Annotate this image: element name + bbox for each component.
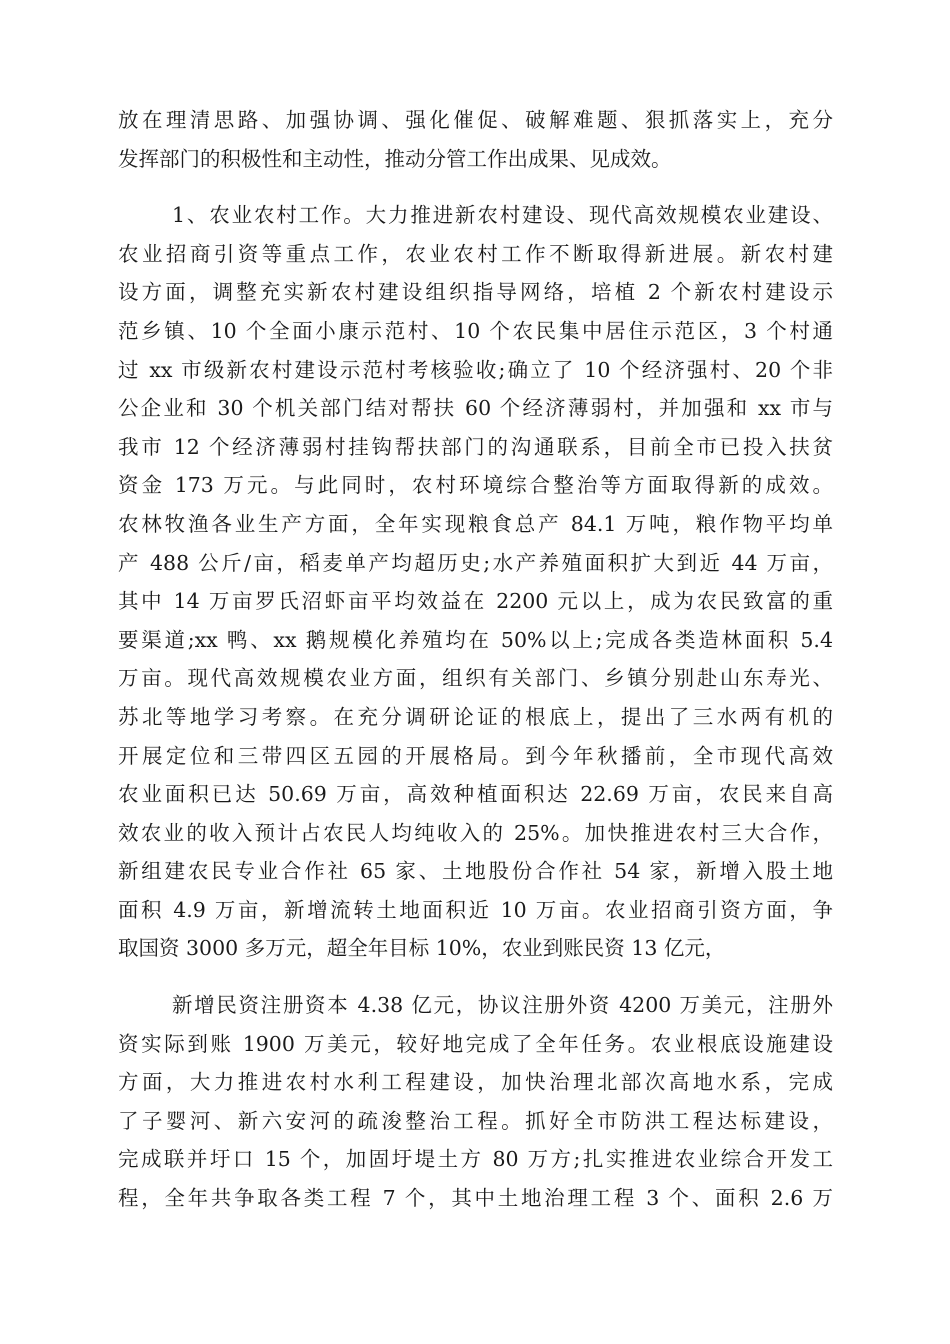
text-line: 了子婴河、新六安河的疏浚整治工程。抓好全市防洪工程达标建设， bbox=[118, 1108, 833, 1133]
text-line: 方面，大力推进农村水利工程建设，加快治理北部次高地水系，完成 bbox=[118, 1070, 833, 1095]
text-line: 新组建农民专业合作社 65 家、土地股份合作社 54 家，新增入股土地 bbox=[118, 859, 833, 884]
text-line: 我市 12 个经济薄弱村挂钩帮扶部门的沟通联系，目前全市已投入扶贫 bbox=[118, 434, 833, 459]
text-line: 放在理清思路、加强协调、强化催促、破解难题、狠抓落实上，充分 bbox=[118, 108, 833, 132]
text-line: 资实际到账 1900 万美元，较好地完成了全年任务。农业根底设施建设 bbox=[118, 1031, 833, 1056]
paragraph-2 bbox=[118, 196, 833, 968]
text-line: 范乡镇、10 个全面小康示范村、10 个农民集中居住示范区，3 个村通 bbox=[118, 318, 833, 343]
text-line: 过 xx 市级新农村建设示范村考核验收;确立了 10 个经济强村、20 个非 bbox=[118, 357, 833, 382]
text-line: 发挥部门的积极性和主动性，推动分管工作出成果、见成效。 bbox=[118, 146, 672, 171]
text-line: 苏北等地学习考察。在充分调研论证的根底上，提出了三水两有机的 bbox=[118, 704, 833, 729]
text-line: 要渠道;xx 鸭、xx 鹅规模化养殖均在 50%以上;完成各类造林面积 5.4 bbox=[118, 627, 833, 652]
text-line: 农林牧渔各业生产方面，全年实现粮食总产 84.1 万吨，粮作物平均单 bbox=[118, 511, 833, 536]
text-line: 设方面，调整充实新农村建设组织指导网络，培植 2 个新农村建设示 bbox=[118, 280, 833, 305]
paragraph-1 bbox=[118, 101, 833, 178]
text-line: 取国资 3000 多万元，超全年目标 10%，农业到账民资 13 亿元， bbox=[118, 936, 726, 961]
text-line: 开展定位和三带四区五园的开展格局。到今年秋播前，全市现代高效 bbox=[118, 743, 833, 768]
text-line: 效农业的收入预计占农民人均纯收入的 25%。加快推进农村三大合作， bbox=[118, 820, 833, 845]
text-line: 公企业和 30 个机关部门结对帮扶 60 个经济薄弱村，并加强和 xx 市与 bbox=[118, 396, 833, 421]
text-line: 面积 4.9 万亩，新增流转土地面积近 10 万亩。农业招商引资方面，争 bbox=[118, 897, 833, 922]
text-line: 产 488 公斤/亩，稻麦单产均超历史;水产养殖面积扩大到近 44 万亩， bbox=[118, 550, 833, 575]
document-body bbox=[118, 101, 833, 1218]
text-line: 其中 14 万亩罗氏沼虾亩平均效益在 2200 元以上，成为农民致富的重 bbox=[118, 589, 833, 614]
paragraph-3 bbox=[118, 986, 833, 1218]
text-line: 1、农业农村工作。大力推进新农村建设、现代高效规模农业建设、 bbox=[172, 203, 833, 228]
text-line: 农业招商引资等重点工作，农业农村工作不断取得新进展。新农村建 bbox=[118, 241, 833, 266]
text-line: 资金 173 万元。与此同时，农村环境综合整治等方面取得新的成效。 bbox=[118, 473, 833, 498]
text-line: 农业面积已达 50.69 万亩，高效种植面积达 22.69 万亩，农民来自高 bbox=[118, 782, 833, 807]
text-line: 完成联并圩口 15 个，加固圩堤土方 80 万方;扎实推进农业综合开发工 bbox=[118, 1147, 833, 1172]
text-line: 新增民资注册资本 4.38 亿元，协议注册外资 4200 万美元，注册外 bbox=[172, 993, 833, 1018]
text-line: 程，全年共争取各类工程 7 个，其中土地治理工程 3 个、面积 2.6 万 bbox=[118, 1186, 833, 1211]
text-line: 万亩。现代高效规模农业方面，组织有关部门、乡镇分别赴山东寿光、 bbox=[118, 666, 833, 691]
